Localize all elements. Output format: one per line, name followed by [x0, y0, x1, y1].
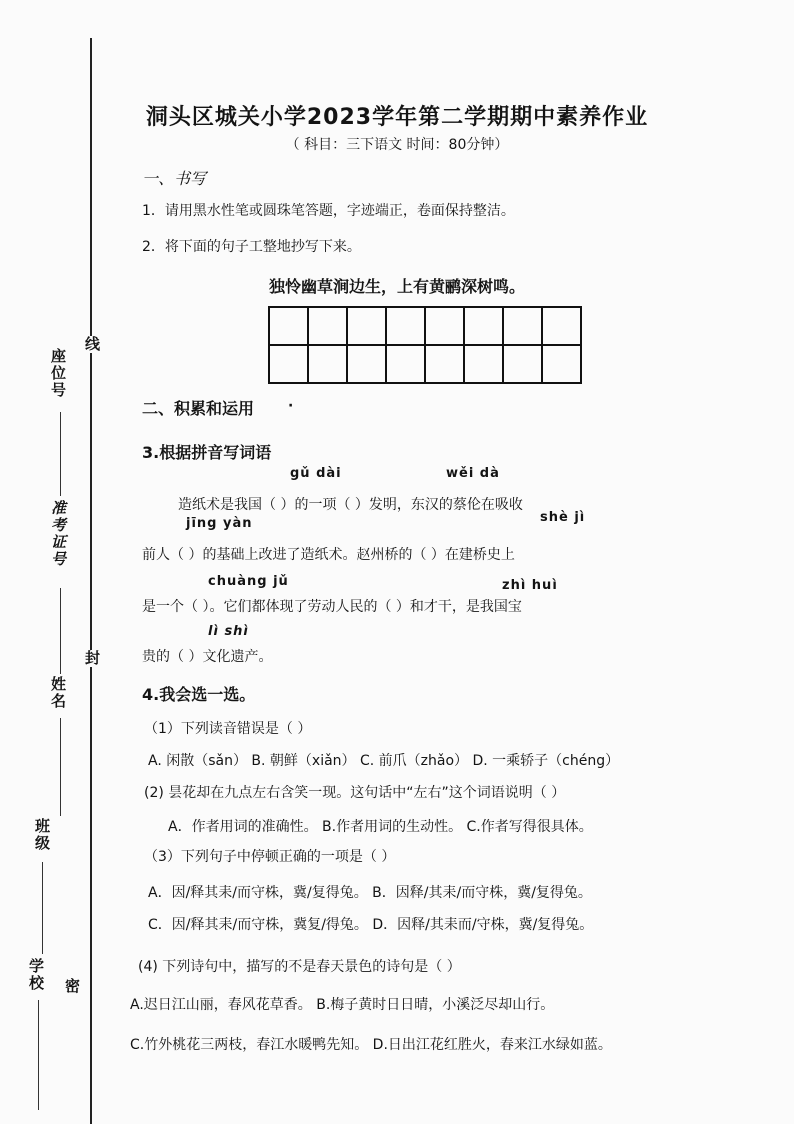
- q4-title: 4.我会选一选。: [142, 685, 256, 704]
- grid-cell[interactable]: [270, 346, 309, 384]
- section-1-heading: 一、书写: [142, 169, 207, 188]
- seal-char-mi: 密: [63, 978, 81, 995]
- q4-1-options: A. 闲散（sǎn） B. 朝鲜（xiǎn） C. 前爪（zhǎo） D. 一乘轿子（chéng）: [148, 753, 620, 769]
- pinyin-chuangju: chuàng jǔ: [208, 574, 289, 589]
- class-label: 班级: [33, 818, 51, 852]
- grid-cell[interactable]: [270, 308, 309, 346]
- q4-1-stem: （1）下列读音错误是（ ）: [144, 721, 312, 737]
- exam-number-label: 准考证号: [49, 500, 67, 568]
- writing-grid[interactable]: [268, 306, 582, 384]
- q3-title: 3.根据拼音写词语: [142, 443, 272, 462]
- grid-cell[interactable]: [387, 346, 426, 384]
- grid-cell[interactable]: [348, 308, 387, 346]
- pinyin-zhihui: zhì huì: [502, 578, 558, 593]
- pinyin-weida: wěi dà: [446, 466, 500, 481]
- grid-cell[interactable]: [504, 346, 543, 384]
- grid-cell[interactable]: [426, 346, 465, 384]
- grid-cell[interactable]: [426, 308, 465, 346]
- q3-line-4: 贵的（ ）文化遗产。: [142, 649, 273, 665]
- exam-subtitle: （ 科目：三下语文 时间：80分钟）: [285, 137, 509, 153]
- grid-cell[interactable]: [387, 308, 426, 346]
- instruction-2: 2．将下面的句子工整地抄写下来。: [142, 239, 361, 255]
- grid-cell[interactable]: [348, 346, 387, 384]
- q4-3-stem: （3）下列句子中停顿正确的一项是（ ）: [144, 849, 396, 865]
- grid-cell[interactable]: [465, 346, 504, 384]
- seal-char-xian: 线: [83, 336, 101, 353]
- grid-cell[interactable]: [309, 346, 348, 384]
- grid-cell[interactable]: [543, 308, 582, 346]
- name-label: 姓名: [49, 676, 67, 710]
- exam-title: 洞头区城关小学2023学年第二学期期中素养作业: [145, 105, 649, 130]
- q3-line-1: 造纸术是我国（ ）的一项（ ）发明，东汉的蔡伦在吸收: [178, 497, 523, 513]
- q4-4-options-ab: A.迟日江山丽，春风花草香。 B.梅子黄时日日晴，小溪泛尽却山行。: [130, 997, 555, 1013]
- seat-number-rule: [60, 412, 61, 496]
- section-2-heading: 二、积累和运用: [142, 399, 255, 418]
- grid-cell[interactable]: [465, 308, 504, 346]
- grid-cell[interactable]: [309, 308, 348, 346]
- exam-number-rule: [60, 588, 61, 674]
- seat-number-label: 座位号: [49, 348, 67, 399]
- q3-line-3: 是一个（ ）。它们都体现了劳动人民的（ ）和才干，是我国宝: [142, 599, 522, 615]
- class-rule: [42, 862, 43, 954]
- q4-4-options-cd: C.竹外桃花三两枝，春江水暖鸭先知。 D.日出江花红胜火，春来江水绿如蓝。: [130, 1037, 612, 1053]
- q4-3-options-ab: A．因/释其耒/而守株，冀/复得兔。 B．因释/其耒/而守株，冀/复得兔。: [148, 885, 592, 901]
- school-label: 学校: [27, 958, 45, 992]
- q4-3-options-cd: C．因/释其耒/而守株，冀复/得兔。 D．因释/其耒而/守株，冀/复得兔。: [148, 917, 594, 933]
- q4-4-stem: (4) 下列诗句中，描写的不是春天景色的诗句是（ ）: [138, 959, 461, 975]
- grid-cell[interactable]: [504, 308, 543, 346]
- pinyin-gudai: gǔ dài: [290, 466, 342, 481]
- q4-2-options: A．作者用词的准确性。 B.作者用词的生动性。 C.作者写得很具体。: [168, 819, 593, 835]
- pinyin-lishi: lì shì: [208, 624, 249, 639]
- grid-cell[interactable]: [543, 346, 582, 384]
- seal-char-feng: 封: [83, 650, 101, 667]
- name-rule: [60, 718, 61, 816]
- q3-line-2: 前人（ ）的基础上改进了造纸术。赵州桥的（ ）在建桥史上: [142, 547, 515, 563]
- binding-line: [90, 38, 92, 1124]
- copy-sentence: 独怜幽草涧边生，上有黄鹂深树鸣。: [268, 277, 525, 296]
- section-2-dot: ·: [288, 398, 294, 414]
- pinyin-jingyan: jīng yàn: [186, 516, 253, 531]
- q4-2-stem: (2) 昙花却在九点左右含笑一现。这句话中“左右”这个词语说明（ ）: [144, 785, 566, 801]
- instruction-1: 1．请用黑水性笔或圆珠笔答题，字迹端正，卷面保持整洁。: [142, 203, 515, 219]
- school-rule: [38, 1000, 39, 1110]
- pinyin-sheji: shè jì: [540, 510, 586, 525]
